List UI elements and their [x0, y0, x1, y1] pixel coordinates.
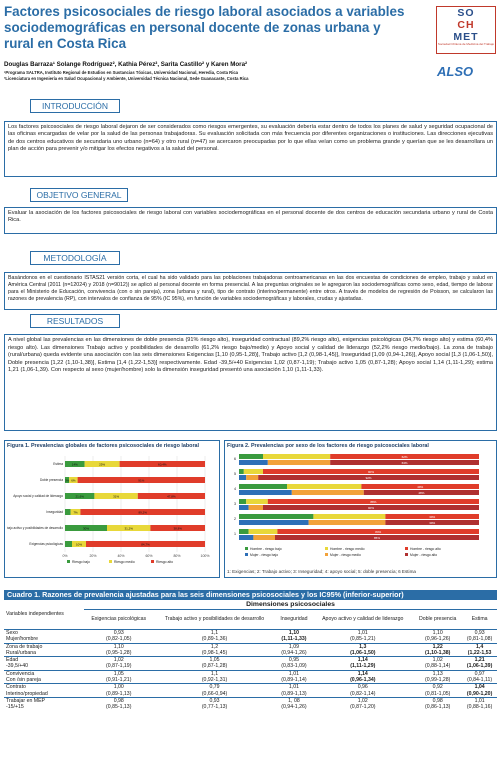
- bar-segment: [244, 469, 263, 474]
- table-cell: (0,83-1,09): [281, 663, 307, 670]
- group-label: 3: [234, 501, 236, 506]
- col-header: Doble presencia: [418, 616, 457, 623]
- legend-label: Hombre - riesgo bajo: [250, 546, 282, 551]
- bar-segment: [249, 505, 263, 510]
- legend-label: Riesgo bajo: [72, 559, 90, 564]
- table-cell: (0,81-1,05): [425, 690, 451, 697]
- col-header: Trabajo activo y posibilidades de desarrollo: [164, 616, 265, 623]
- sochmet-logo: [436, 6, 496, 54]
- table-cell: (0,94-1,26): [281, 649, 307, 656]
- bar-segment: [268, 460, 330, 465]
- objective-heading: OBJETIVO GENERAL: [30, 188, 128, 202]
- table-cell: 0,97: [462, 670, 497, 677]
- x-tick-label: 80%: [173, 553, 181, 558]
- data-label: 88%: [370, 499, 377, 504]
- table-cell: 1,02: [312, 697, 413, 704]
- data-label: 21,6%: [75, 493, 84, 498]
- table-cell: (0,82-1,05): [106, 636, 132, 643]
- table-cell: 1,22: [413, 643, 462, 650]
- category-label: Estima: [53, 461, 63, 466]
- legend-swatch: [109, 560, 112, 563]
- results-text: A nivel global las prevalencias en las dimensiones de doble presencia (91% riesgo alto), inseguridad contractual (89,2% riesgo alto), exigencias psicológicas (84,7% riesgo alto) y estima (60,4% riesgo alto). Las dimensiones Trabajo activo y posibilidades de desarrollo (61,2% riesgo bajo/medio) y Apoyo social y calidad de liderazgo (52,2% riesgo medio/bajo). La zona de trabajo (rural/urbana) queda evidente una asociación con las seis dimensiones Exigencias [1,10 (0,95-1,28)], Trabajo activo [1,2 (0,98-1,45)], Inseguridad [1,09 (0,94-1,26)], Apoyo social [1,3 (1,06-1,50)], Doble presencia [1,22 (1,10-1,38)], Estima [1,4 (1,22-1,53)] respectivamente. Edad -39,5/+40 Exigencias 1,02 (0,87-1,19); Trabajo activo 1,05 (0,87-1,28); Apoyo social 1,14 (1,11-1,29); estima 1,21 (1,06-1,39). Con respecto al sexo (mujer/hombre) solo la dimensión inseguridad presentó una asociación 1,10 (1,11-1,33).: [4, 334, 497, 431]
- table-cell: 1,10: [276, 630, 313, 637]
- group-label: 6: [234, 456, 236, 461]
- data-label: 84%: [375, 529, 382, 534]
- data-label: 92%: [365, 475, 372, 480]
- col-header: Exigencias psicológicas: [91, 616, 147, 623]
- table-cell: (0,89-1,13): [281, 690, 307, 697]
- data-label: 85%: [373, 535, 381, 540]
- figure-2: [224, 440, 497, 578]
- legend-label: Mujer - riesgo alto: [410, 552, 438, 557]
- table-cell: 0,95: [276, 657, 313, 664]
- row-label: Convivencia: [4, 670, 84, 677]
- table-cell: (0,84-1,11): [467, 677, 493, 684]
- legend-label: Mujer - riesgo bajo: [250, 552, 279, 557]
- table-cell: 0,96: [312, 684, 413, 691]
- data-label: 90%: [367, 469, 375, 474]
- x-tick-label: 20%: [89, 553, 97, 558]
- bar-segment: [239, 454, 263, 459]
- table-cell: 1,05: [153, 657, 275, 664]
- table-cell: 1,04: [462, 684, 497, 691]
- data-label: 39%: [429, 520, 436, 525]
- data-label: 30%: [82, 525, 90, 530]
- table-cell: 1,3: [312, 643, 413, 650]
- table-cell: (0,90-1,20): [466, 690, 493, 697]
- table-cell: (0,85-1,13): [106, 704, 132, 711]
- table-cell: (0,92-1,31): [201, 677, 228, 684]
- bar-segment: [239, 475, 246, 480]
- logo-subtitle: Sociedad Chilena de Medicina del Trabajo: [437, 42, 495, 46]
- table-cell: 0,98: [84, 697, 153, 704]
- data-label: 14%: [71, 461, 78, 466]
- table-cell: 1,14: [312, 670, 413, 677]
- category-label: Doble presencia: [39, 477, 63, 482]
- dimensions-header: Dimensiones psicosociales: [84, 600, 497, 610]
- table-cell: (0,87-1,20): [350, 704, 376, 711]
- bar-segment: [239, 490, 292, 495]
- table-cell: 1,10: [413, 630, 462, 637]
- row-label: Con /sin pareja: [6, 677, 41, 684]
- bar-segment: [239, 535, 253, 540]
- bar-segment: [287, 484, 361, 489]
- bar-segment: [249, 529, 278, 534]
- legend-swatch: [405, 553, 408, 556]
- table-cell: (1,06-1,50): [350, 649, 376, 656]
- table-cell: (0,87-1,28): [201, 663, 228, 670]
- legend-label: Hombre - riesgo alto: [410, 546, 441, 551]
- x-tick-label: 60%: [145, 553, 153, 558]
- table-cell: 1,02: [413, 657, 462, 664]
- x-tick-label: 40%: [117, 553, 125, 558]
- table-caption: Cuadro 1. Razones de prevalencia ajustadas para las seis dimensiones psicosociales y los IC95% (inferior-superior): [4, 590, 497, 600]
- table-cell: 1,05: [84, 670, 153, 677]
- methods-heading: METODOLOGÍA: [30, 251, 120, 265]
- x-tick-label: 0%: [62, 553, 68, 558]
- table-cell: (0,77-1,13): [201, 704, 228, 711]
- table-cell: 1,01: [462, 697, 497, 704]
- table-row: [4, 704, 497, 710]
- legend-swatch: [67, 560, 70, 563]
- logo-line-2: CH: [457, 19, 475, 31]
- table-cell: (0,96-1,26): [425, 636, 451, 643]
- data-label: 7%: [73, 509, 78, 514]
- table-cell: (0,86-1,13): [425, 704, 451, 711]
- table-cell: (0,81-1,08): [466, 636, 493, 643]
- category-label: Exigencias psicológicas: [29, 541, 63, 546]
- table-cell: (0,98-1,45): [201, 649, 228, 656]
- table-cell: (1,10-1,38): [425, 649, 451, 656]
- col-header: Estima: [471, 616, 488, 623]
- col-header: Inseguridad: [280, 616, 308, 623]
- data-label: 49%: [417, 484, 424, 489]
- bar-segment: [65, 541, 72, 547]
- also-logo: ALSO: [437, 64, 474, 79]
- table-cell: (0,88-1,16): [466, 704, 493, 711]
- group-label: 1: [234, 531, 236, 536]
- figure-2-caption: Figura 2. Prevalencias por sexo de los factores de riesgo psicosociales laboral: [227, 443, 429, 449]
- data-label: 31%: [113, 493, 120, 498]
- table-cell: 0,93: [462, 630, 497, 637]
- bar-segment: [246, 499, 268, 504]
- data-label: 63%: [401, 460, 408, 465]
- figure-1: [4, 440, 220, 578]
- data-label: 90%: [367, 505, 375, 510]
- row-label: Edad: [4, 657, 84, 664]
- row-label: Zona de trabajo: [4, 643, 84, 650]
- data-label: 48%: [418, 490, 425, 495]
- table-cell: (0,96-1,34): [350, 677, 376, 684]
- legend-swatch: [325, 547, 328, 550]
- figure-1-chart: [7, 450, 217, 568]
- table-cell: 1,10: [84, 643, 153, 650]
- results-heading: RESULTADOS: [30, 314, 120, 328]
- table-row: [4, 650, 497, 657]
- table-cell: 1,01: [276, 670, 313, 677]
- bar-segment: [239, 514, 313, 519]
- table-row: [4, 636, 497, 643]
- table-cell: (0,91-1,21): [106, 677, 132, 684]
- row-label: Sexo: [4, 630, 84, 637]
- affiliation-2: ²Licenciatura en Ingeniería en Salud Ocupacional y Ambiente, Universidad Técnica Nacional, Sede Guanacaste, Costa Rica: [4, 76, 249, 81]
- bar-segment: [246, 475, 258, 480]
- figure-1-caption: Figura 1. Prevalencias globales de factores psicosociales de riesgo laboral: [7, 443, 200, 449]
- table-cell: (0,99-1,28): [425, 677, 451, 684]
- bar-segment: [239, 499, 246, 504]
- logo-line-3: MET: [453, 31, 479, 43]
- bar-segment: [253, 535, 275, 540]
- data-label: 38,8%: [173, 525, 182, 530]
- col-header: Apoyo activo y calidad de liderazgo: [322, 616, 404, 623]
- legend-label: Mujer - riesgo medio: [330, 552, 361, 557]
- row-label: -15/+15: [6, 704, 24, 711]
- group-label: 2: [234, 516, 236, 521]
- table-cell: (0,89-1,36): [201, 636, 228, 643]
- table-row: [4, 663, 497, 670]
- table-row: [4, 697, 497, 704]
- table-cell: 1,21: [462, 657, 497, 664]
- data-label: 60,4%: [158, 461, 167, 466]
- row-label: Contrato: [4, 684, 84, 691]
- table-row: [4, 657, 497, 664]
- table-cell: (0,94-1,26): [281, 704, 307, 711]
- table-row: [4, 684, 497, 691]
- table-cell: (0,88-1,14): [425, 663, 451, 670]
- group-label: 5: [234, 471, 236, 476]
- table-cell: 1,14: [312, 657, 413, 664]
- data-label: 3%: [64, 477, 70, 482]
- table-row: [4, 670, 497, 677]
- table-cell: (0,66-0,94): [201, 690, 228, 697]
- category-label: Inseguridad: [46, 509, 63, 514]
- category-label: Trabajo activo y posibilidades de desarrollo: [7, 525, 63, 530]
- bar-segment: [239, 484, 287, 489]
- legend-swatch: [405, 547, 408, 550]
- data-label: 39%: [429, 514, 436, 519]
- table-cell: 1,09: [276, 643, 313, 650]
- affiliation-1: ¹Programa SALTRA, Instituto Regional de Estudios en Sustancias Tóxicas, Universidad Nacional, Heredia, Costa Rica: [4, 70, 239, 75]
- bar-segment: [239, 469, 244, 474]
- table-cell: 0,93: [153, 697, 275, 704]
- row-label: Rural/urbana: [6, 649, 36, 656]
- table-cell: 1, 08: [276, 697, 313, 704]
- table-cell: 1,1: [153, 630, 275, 637]
- table-cell: (1,11-1,29): [350, 663, 376, 670]
- data-label: 91%: [138, 477, 145, 482]
- table-row: [4, 643, 497, 650]
- legend-label: Riesgo alto: [156, 559, 173, 564]
- table-cell: 1,1: [153, 670, 275, 677]
- bar-segment: [263, 454, 330, 459]
- category-label: Apoyo social y calidad de liderazgo: [13, 493, 63, 498]
- table-cell: 1,00: [84, 684, 153, 691]
- data-label: 31,2%: [124, 525, 133, 530]
- data-label: 84,7%: [141, 541, 150, 546]
- table-cell: 1,2: [153, 643, 275, 650]
- bar-segment: [239, 460, 268, 465]
- data-label: 47,8%: [167, 493, 176, 498]
- legend-swatch: [151, 560, 154, 563]
- legend-swatch: [325, 553, 328, 556]
- methods-text: Basándonos en el cuestionario ISTAS21 versión corta, el cual ha sido validado para las poblaciones trabajadoras centroamericanas en las dos encuestas de condiciones de empleo, trabajo y salud en América Central (2011 (n=12024) y 2018 (n=9012)) se aplicó al personal docente en forma presencial. A las preguntas originales se le agregaron las sociodemográficas como sexo, edad, tiempo de laborar para el Ministerio de Educación, convivencia (con o sin pareja), zona (urbana y rural), tipo de contrato (interino/permanente) entre otros. A través de modelos de regresión de Poisson, se calcularon las razones de prevalencia (RP), con intervalos de confianza de 95% (IC 95%), en función de variables sociodemográficas y laborales, crudas y ajustadas.: [4, 272, 497, 310]
- table-cell: 0,79: [153, 684, 275, 691]
- group-label: 4: [234, 486, 236, 491]
- results-table: [4, 600, 497, 711]
- x-tick-label: 100%: [200, 553, 210, 558]
- legend-swatch: [245, 547, 248, 550]
- row-label: -39,5/+40: [6, 663, 29, 670]
- bar-segment: [239, 520, 309, 525]
- variables-header: Variables independientes: [6, 611, 64, 618]
- table-cell: 1,01: [312, 630, 413, 637]
- table-cell: (0,87-1,19): [106, 663, 132, 670]
- table-cell: (0,82-1,14): [350, 690, 376, 697]
- row-label: Trabajar en MEP: [4, 697, 84, 704]
- table-cell: 1,13: [413, 670, 462, 677]
- bar-segment: [309, 520, 386, 525]
- legend-label: Hombre - riesgo medio: [330, 546, 365, 551]
- table-cell: 0,92: [413, 684, 462, 691]
- affiliations: [4, 70, 248, 82]
- intro-heading: INTRODUCCIÓN: [30, 99, 120, 113]
- table-row: [4, 630, 497, 637]
- bar-segment: [65, 509, 71, 515]
- table-cell: (1,11-1,33): [281, 636, 307, 643]
- table-cell: 0,98: [413, 697, 462, 704]
- table-cell: (0,89-1,14): [281, 677, 307, 684]
- figure-2-chart: [227, 450, 494, 564]
- table-row: [4, 691, 497, 698]
- bar-segment: [292, 490, 364, 495]
- bar-segment: [239, 505, 249, 510]
- table-cell: 0,93: [84, 630, 153, 637]
- table-cell: (1,06-1,39): [466, 663, 493, 670]
- legend-swatch: [245, 553, 248, 556]
- table-cell: 1,4: [462, 643, 497, 650]
- table-row: [4, 677, 497, 684]
- data-label: 10%: [75, 541, 83, 546]
- row-label: Mujer/hombre: [6, 636, 39, 643]
- table-cell: (0,95-1,28): [106, 649, 132, 656]
- figure-2-footnote: 1: Exigencias; 2: Trabajo activo; 3: Inseguridad; 4: apoyo social; 5: doble presencia; 6 Estima: [227, 568, 416, 574]
- data-label: 6%: [71, 477, 76, 482]
- bar-segment: [313, 514, 385, 519]
- table-cell: 1,01: [276, 684, 313, 691]
- authors: Douglas Barraza¹ Solange Rodríguez², Kathia Pérez², Sarita Castillo² y Karen Mora²: [4, 61, 248, 68]
- table-cell: (1,22-1,53: [467, 649, 492, 656]
- logo-line-1: SO: [457, 7, 475, 19]
- table-cell: (0,89-1,13): [106, 690, 132, 697]
- legend-label: Riesgo medio: [114, 559, 135, 564]
- poster-title: Factores psicosociales de riesgo laboral asociados a variables sociodemográficas en personal docente de zonas urbana y rural en Costa Rica: [4, 4, 405, 51]
- row-label: Interino/propiedad: [6, 690, 48, 697]
- intro-text: Los factores psicosociales de riesgo laboral dejaron de ser considerados como riesgos emergentes, su evaluación debería estar dentro de todos los planes de salud y seguridad ocupacional de las oficinas encargadas de velar por la salud de las personas trabajadoras. Su evaluación solicitada con más frecuencia por diferentes organizaciones o instituciones. Las direcciones ejecutivas de dos centros educativos de secundaria uno urbano (n=64) y otro rural (n=47) se acercaron preocupadas por lo que ellas veían como un problema grande y querían que se les desarrollara un plan de acción para prevenir y/o mitigar los efectos negativos a la salud del personal.: [4, 121, 497, 177]
- objective-text: Evaluar la asociación de los factores psicosociales de riesgo laboral con variables sociodemográficas en el personal docente de dos centros de educación secundaria urbano y rural de Costa Rica.: [4, 207, 497, 234]
- table-cell: 1,02: [84, 657, 153, 664]
- table-cell: (0,85-1,21): [350, 636, 376, 643]
- data-label: 25%: [99, 461, 106, 466]
- bar-segment: [239, 529, 249, 534]
- data-label: 62%: [401, 454, 408, 459]
- data-label: 89,2%: [138, 509, 147, 514]
